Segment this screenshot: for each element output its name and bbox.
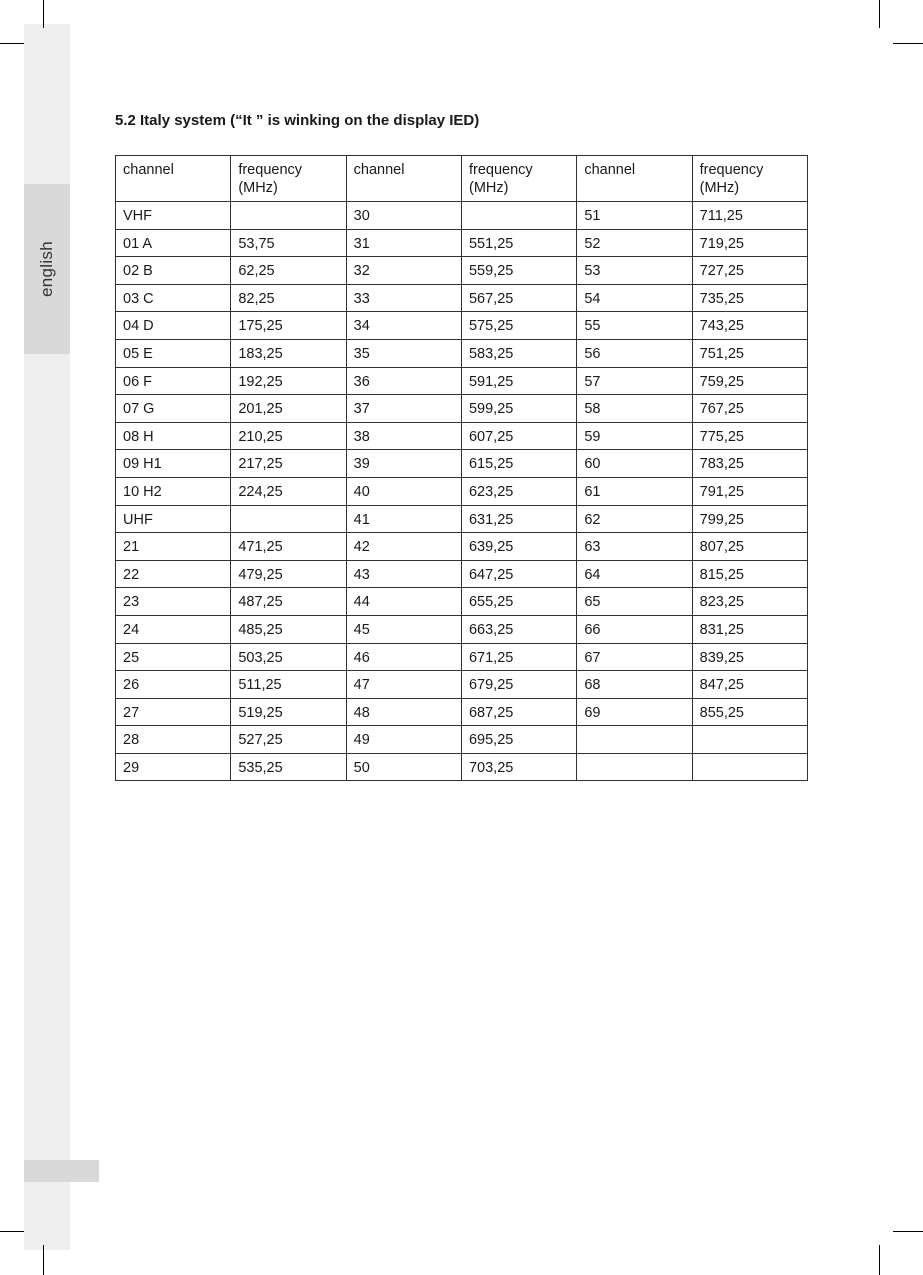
frequency-cell: 839,25 bbox=[692, 643, 807, 671]
channel-cell: 33 bbox=[346, 284, 461, 312]
frequency-cell: 623,25 bbox=[461, 477, 576, 505]
channel-cell: 62 bbox=[577, 505, 692, 533]
frequency-cell: 655,25 bbox=[461, 588, 576, 616]
table-row bbox=[116, 202, 808, 230]
frequency-cell: 639,25 bbox=[461, 533, 576, 561]
frequency-cell: 823,25 bbox=[692, 588, 807, 616]
channel-cell: 10 H2 bbox=[116, 477, 231, 505]
frequency-cell: 663,25 bbox=[461, 615, 576, 643]
table-row bbox=[116, 339, 808, 367]
table-row bbox=[116, 450, 808, 478]
frequency-cell: 767,25 bbox=[692, 395, 807, 423]
channel-cell: 65 bbox=[577, 588, 692, 616]
channel-cell: 26 bbox=[116, 671, 231, 699]
frequency-cell: 567,25 bbox=[461, 284, 576, 312]
channel-cell: 45 bbox=[346, 615, 461, 643]
channel-cell: VHF bbox=[116, 202, 231, 230]
channel-cell: 50 bbox=[346, 753, 461, 781]
channel-cell: 27 bbox=[116, 698, 231, 726]
frequency-cell: 599,25 bbox=[461, 395, 576, 423]
frequency-cell: 53,75 bbox=[231, 229, 346, 257]
language-label: english bbox=[37, 241, 56, 297]
table-row bbox=[116, 698, 808, 726]
frequency-cell bbox=[692, 753, 807, 781]
channel-cell: 05 E bbox=[116, 339, 231, 367]
frequency-cell: 591,25 bbox=[461, 367, 576, 395]
frequency-cell: 583,25 bbox=[461, 339, 576, 367]
frequency-cell: 615,25 bbox=[461, 450, 576, 478]
frequency-cell: 551,25 bbox=[461, 229, 576, 257]
frequency-cell: 503,25 bbox=[231, 643, 346, 671]
table-row bbox=[116, 560, 808, 588]
channel-cell: 52 bbox=[577, 229, 692, 257]
channel-cell: 01 A bbox=[116, 229, 231, 257]
channel-cell: 49 bbox=[346, 726, 461, 754]
column-header: channel bbox=[346, 156, 461, 202]
table-row bbox=[116, 615, 808, 643]
channel-cell: 61 bbox=[577, 477, 692, 505]
frequency-cell: 201,25 bbox=[231, 395, 346, 423]
table-row bbox=[116, 284, 808, 312]
channel-cell: 08 H bbox=[116, 422, 231, 450]
channel-cell: 25 bbox=[116, 643, 231, 671]
frequency-cell: 719,25 bbox=[692, 229, 807, 257]
frequency-cell bbox=[692, 726, 807, 754]
channel-cell: 56 bbox=[577, 339, 692, 367]
crop-mark-top-right-v bbox=[879, 0, 880, 28]
channel-cell: 41 bbox=[346, 505, 461, 533]
channel-cell: 09 H1 bbox=[116, 450, 231, 478]
channel-cell: 63 bbox=[577, 533, 692, 561]
channel-cell: 37 bbox=[346, 395, 461, 423]
channel-cell: 55 bbox=[577, 312, 692, 340]
channel-cell: 42 bbox=[346, 533, 461, 561]
channel-cell: 44 bbox=[346, 588, 461, 616]
frequency-cell: 687,25 bbox=[461, 698, 576, 726]
table-row bbox=[116, 726, 808, 754]
frequency-cell: 487,25 bbox=[231, 588, 346, 616]
table-row bbox=[116, 505, 808, 533]
frequency-cell: 751,25 bbox=[692, 339, 807, 367]
table-row bbox=[116, 229, 808, 257]
frequency-cell: 175,25 bbox=[231, 312, 346, 340]
table-row bbox=[116, 477, 808, 505]
table-row bbox=[116, 643, 808, 671]
frequency-table bbox=[115, 155, 808, 781]
table-row bbox=[116, 395, 808, 423]
column-header: frequency (MHz) bbox=[231, 156, 346, 202]
frequency-cell: 855,25 bbox=[692, 698, 807, 726]
channel-cell: 36 bbox=[346, 367, 461, 395]
frequency-cell: 527,25 bbox=[231, 726, 346, 754]
crop-mark-bottom-right-v bbox=[879, 1245, 880, 1275]
table-row bbox=[116, 257, 808, 285]
channel-cell: 28 bbox=[116, 726, 231, 754]
frequency-cell: 791,25 bbox=[692, 477, 807, 505]
frequency-cell: 183,25 bbox=[231, 339, 346, 367]
channel-cell: 03 C bbox=[116, 284, 231, 312]
channel-cell: 47 bbox=[346, 671, 461, 699]
channel-cell: 68 bbox=[577, 671, 692, 699]
channel-cell: 43 bbox=[346, 560, 461, 588]
channel-cell: UHF bbox=[116, 505, 231, 533]
frequency-cell: 82,25 bbox=[231, 284, 346, 312]
channel-cell bbox=[577, 753, 692, 781]
frequency-cell: 847,25 bbox=[692, 671, 807, 699]
frequency-cell: 783,25 bbox=[692, 450, 807, 478]
channel-cell: 31 bbox=[346, 229, 461, 257]
channel-cell: 58 bbox=[577, 395, 692, 423]
frequency-cell: 471,25 bbox=[231, 533, 346, 561]
frequency-cell: 607,25 bbox=[461, 422, 576, 450]
frequency-cell: 815,25 bbox=[692, 560, 807, 588]
frequency-cell: 703,25 bbox=[461, 753, 576, 781]
channel-cell: 04 D bbox=[116, 312, 231, 340]
frequency-cell: 711,25 bbox=[692, 202, 807, 230]
channel-cell: 67 bbox=[577, 643, 692, 671]
frequency-cell bbox=[231, 505, 346, 533]
section-title: 5.2 Italy system (“It ” is winking on the display IED) bbox=[115, 112, 480, 129]
frequency-cell: 743,25 bbox=[692, 312, 807, 340]
frequency-cell bbox=[231, 202, 346, 230]
frequency-cell bbox=[461, 202, 576, 230]
channel-cell: 23 bbox=[116, 588, 231, 616]
frequency-cell: 519,25 bbox=[231, 698, 346, 726]
channel-cell: 57 bbox=[577, 367, 692, 395]
channel-cell: 21 bbox=[116, 533, 231, 561]
channel-cell: 22 bbox=[116, 560, 231, 588]
crop-mark-top-left-v bbox=[43, 0, 44, 28]
column-header: frequency (MHz) bbox=[692, 156, 807, 202]
frequency-cell: 192,25 bbox=[231, 367, 346, 395]
table-row bbox=[116, 367, 808, 395]
channel-cell: 24 bbox=[116, 615, 231, 643]
table-row bbox=[116, 533, 808, 561]
frequency-cell: 647,25 bbox=[461, 560, 576, 588]
table-header-row bbox=[116, 156, 808, 202]
frequency-cell: 511,25 bbox=[231, 671, 346, 699]
frequency-cell: 831,25 bbox=[692, 615, 807, 643]
frequency-cell: 631,25 bbox=[461, 505, 576, 533]
channel-cell: 06 F bbox=[116, 367, 231, 395]
frequency-cell: 559,25 bbox=[461, 257, 576, 285]
table-row bbox=[116, 671, 808, 699]
table-row bbox=[116, 753, 808, 781]
frequency-cell: 695,25 bbox=[461, 726, 576, 754]
channel-cell: 32 bbox=[346, 257, 461, 285]
crop-mark-bottom-left-h bbox=[0, 1231, 24, 1232]
frequency-cell: 224,25 bbox=[231, 477, 346, 505]
table-row bbox=[116, 588, 808, 616]
channel-cell: 02 B bbox=[116, 257, 231, 285]
channel-cell: 60 bbox=[577, 450, 692, 478]
channel-cell: 59 bbox=[577, 422, 692, 450]
channel-cell: 35 bbox=[346, 339, 461, 367]
crop-mark-top-right-h bbox=[893, 43, 923, 44]
frequency-cell: 535,25 bbox=[231, 753, 346, 781]
channel-cell: 30 bbox=[346, 202, 461, 230]
channel-cell: 66 bbox=[577, 615, 692, 643]
channel-cell: 53 bbox=[577, 257, 692, 285]
frequency-cell: 759,25 bbox=[692, 367, 807, 395]
frequency-cell: 679,25 bbox=[461, 671, 576, 699]
page-number-box bbox=[24, 1160, 99, 1182]
frequency-cell: 735,25 bbox=[692, 284, 807, 312]
channel-cell: 54 bbox=[577, 284, 692, 312]
frequency-cell: 775,25 bbox=[692, 422, 807, 450]
table-body bbox=[116, 202, 808, 781]
table-row bbox=[116, 422, 808, 450]
channel-cell: 51 bbox=[577, 202, 692, 230]
frequency-cell: 479,25 bbox=[231, 560, 346, 588]
channel-cell: 34 bbox=[346, 312, 461, 340]
frequency-cell: 575,25 bbox=[461, 312, 576, 340]
frequency-cell: 807,25 bbox=[692, 533, 807, 561]
frequency-cell: 62,25 bbox=[231, 257, 346, 285]
frequency-cell: 485,25 bbox=[231, 615, 346, 643]
channel-cell: 69 bbox=[577, 698, 692, 726]
table-row bbox=[116, 312, 808, 340]
crop-mark-bottom-left-v bbox=[43, 1245, 44, 1275]
channel-cell: 64 bbox=[577, 560, 692, 588]
channel-cell: 29 bbox=[116, 753, 231, 781]
crop-mark-top-left-h bbox=[0, 43, 24, 44]
frequency-cell: 217,25 bbox=[231, 450, 346, 478]
column-header: channel bbox=[577, 156, 692, 202]
channel-cell: 39 bbox=[346, 450, 461, 478]
channel-cell: 07 G bbox=[116, 395, 231, 423]
frequency-cell: 671,25 bbox=[461, 643, 576, 671]
channel-cell bbox=[577, 726, 692, 754]
frequency-cell: 210,25 bbox=[231, 422, 346, 450]
column-header: frequency (MHz) bbox=[461, 156, 576, 202]
channel-cell: 38 bbox=[346, 422, 461, 450]
channel-cell: 48 bbox=[346, 698, 461, 726]
frequency-cell: 727,25 bbox=[692, 257, 807, 285]
channel-cell: 46 bbox=[346, 643, 461, 671]
column-header: channel bbox=[116, 156, 231, 202]
frequency-cell: 799,25 bbox=[692, 505, 807, 533]
crop-mark-bottom-right-h bbox=[893, 1231, 923, 1232]
channel-cell: 40 bbox=[346, 477, 461, 505]
